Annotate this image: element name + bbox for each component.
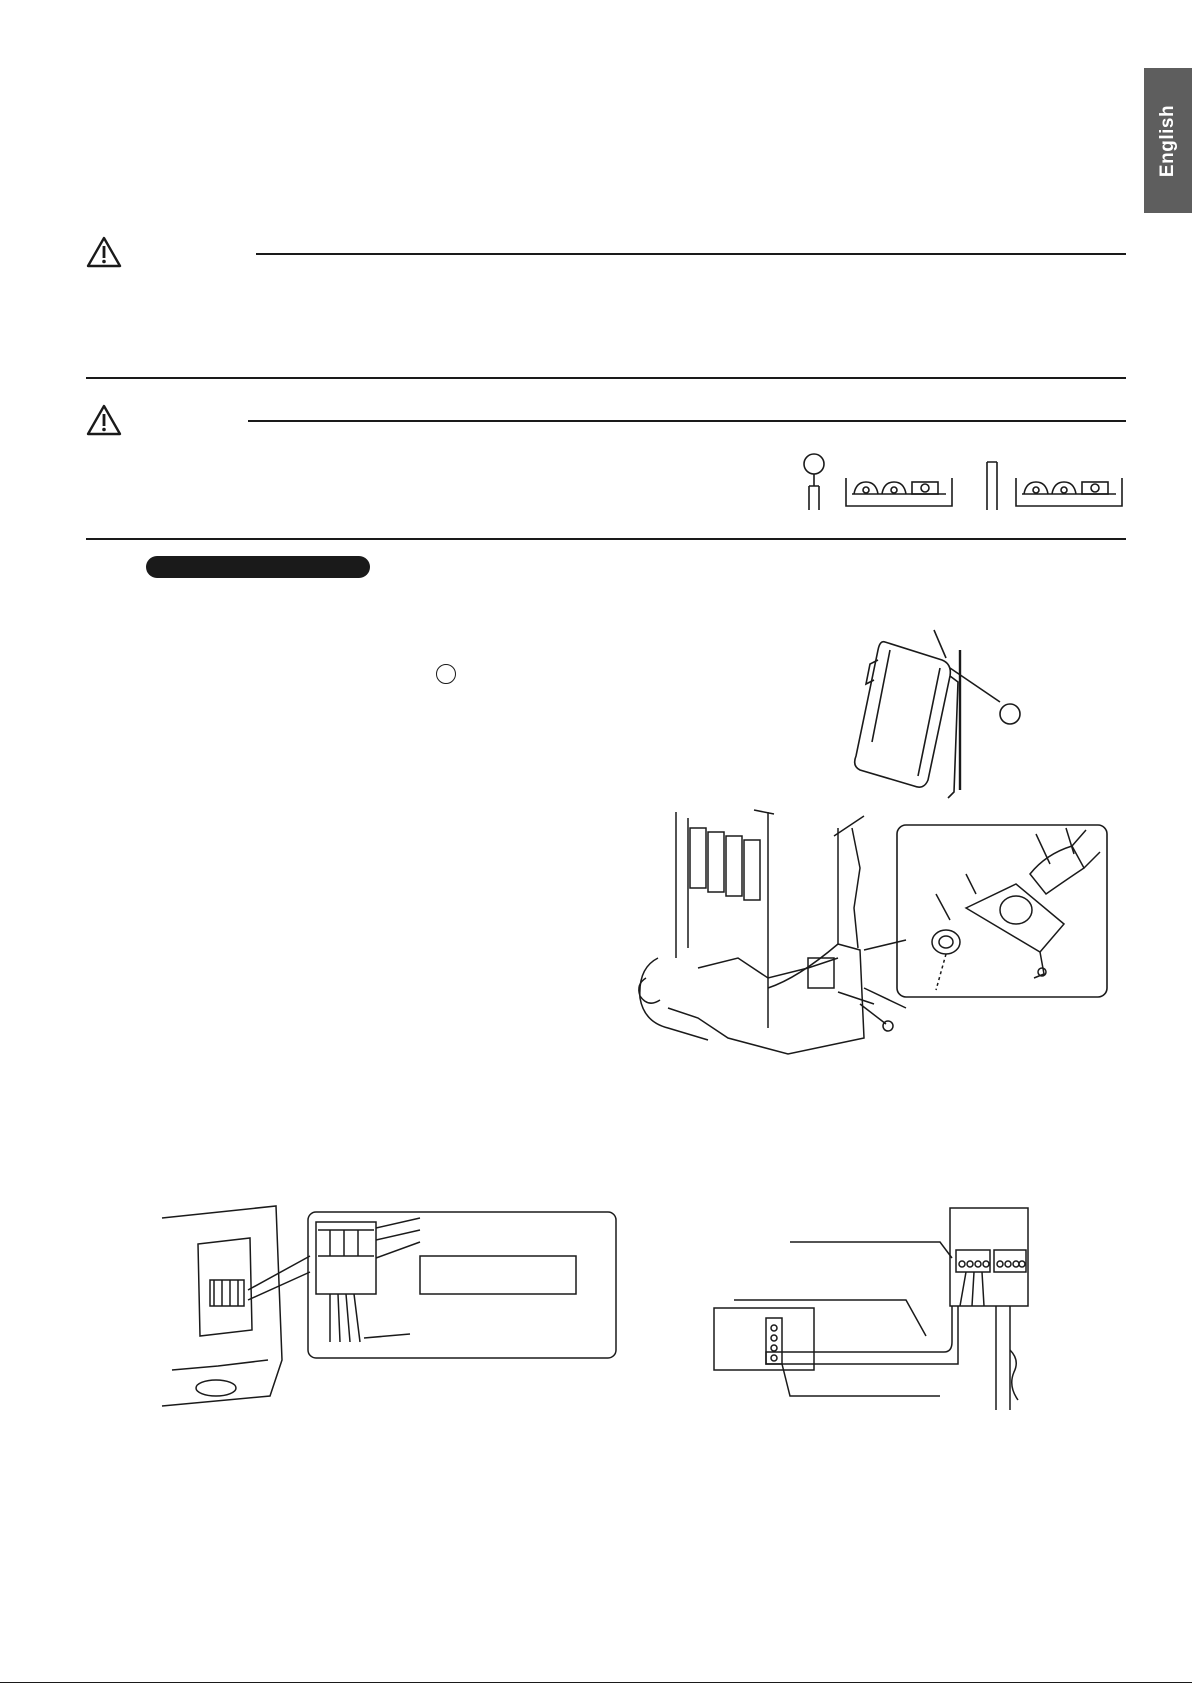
warning-rule-top [256, 253, 1126, 255]
caution-rule-bottom [86, 538, 1126, 540]
caution-rule-top [248, 420, 1126, 422]
language-tab-label: English [1157, 104, 1178, 177]
section-heading-pill [146, 556, 370, 578]
warning-triangle-icon [86, 404, 122, 436]
unit-connection-figure [710, 1200, 1030, 1410]
section-divider [86, 377, 1126, 379]
footer-rule [0, 1682, 1192, 1683]
terminal-block-wiring-figure [158, 1200, 618, 1410]
terminal-wire-end-figure [796, 448, 1132, 512]
reference-marker [436, 664, 456, 684]
electrical-box-figure [628, 808, 938, 1056]
language-tab[interactable] [1144, 68, 1192, 213]
bracket-detail-figure [896, 824, 1110, 1000]
cover-bracket-figure [850, 630, 1040, 800]
warning-triangle-icon [86, 236, 122, 268]
